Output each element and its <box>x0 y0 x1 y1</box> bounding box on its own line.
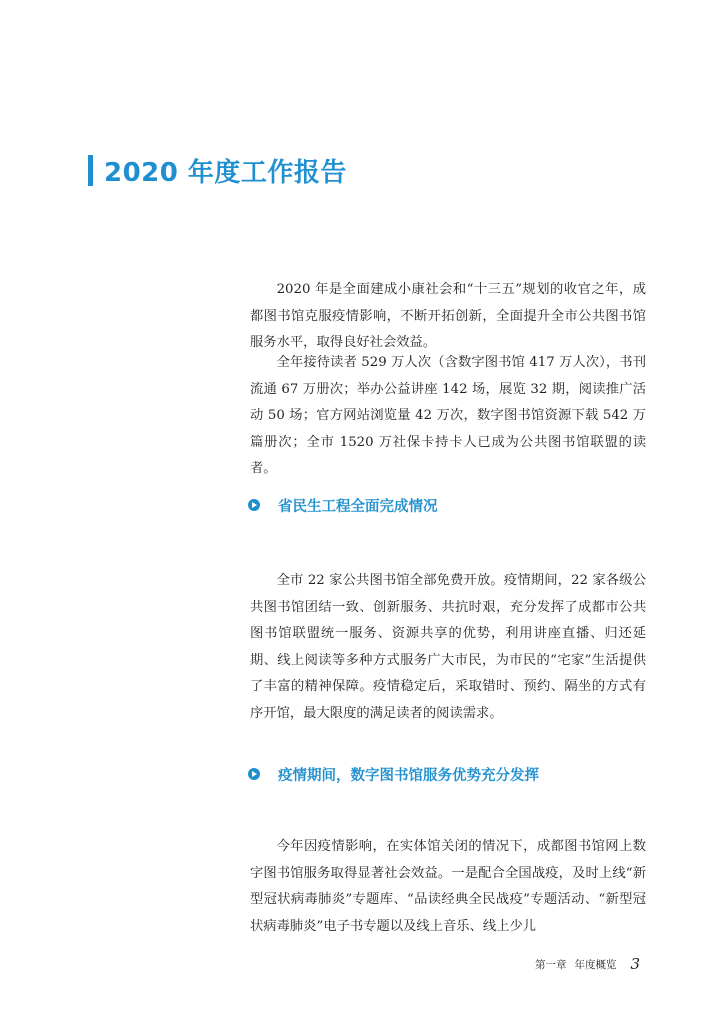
intro-paragraph-2: 全年接待读者 529 万人次（含数字图书馆 417 万人次），书刊流通 67 万册次；举办公益讲座 142 场，展览 32 期，阅读推广活动 50 场；官方网站浏览量 42 万次，数字图书馆资源下载 542 万篇册次；全市 1520 万社保卡持卡人已成为公共图书馆联盟的读者。 <box>250 355 646 476</box>
play-circle-icon <box>248 768 260 780</box>
page-title: 2020 年度工作报告 <box>104 157 347 188</box>
section-title-1: 省民生工程全面完成情况 <box>278 498 438 515</box>
page-title-block <box>88 150 347 190</box>
intro-paragraph-1: 2020 年是全面建成小康社会和“十三五”规划的收官之年，成都图书馆克服疫情影响，不断开拓创新，全面提升全市公共图书馆服务水平，取得良好社会效益。 <box>250 282 646 350</box>
footer-chapter: 第一章 <box>534 958 567 971</box>
page-number: 3 <box>630 955 640 973</box>
title-accent-bar <box>88 155 93 186</box>
play-circle-icon <box>248 499 260 511</box>
page-footer <box>535 954 640 974</box>
section-2-paragraph: 今年因疫情影响，在实体馆关闭的情况下，成都图书馆网上数字图书馆服务取得显著社会效益。一是配合全国战疫，及时上线“新型冠状病毒肺炎”专题库、“品读经典全民战疫”专题活动、“新型冠状病毒肺炎”电子书专题以及线上音乐、线上少儿 <box>250 839 646 934</box>
footer-section: 年度概览 <box>574 958 617 971</box>
section-heading-1 <box>248 494 438 516</box>
section-title-2: 疫情期间，数字图书馆服务优势充分发挥 <box>278 767 539 784</box>
section-heading-2 <box>248 763 539 785</box>
section-1-paragraph: 全市 22 家公共图书馆全部免费开放。疫情期间，22 家各级公共图书馆团结一致、创新服务、共抗时艰，充分发挥了成都市公共图书馆联盟统一服务、资源共享的优势，利用讲座直播、归还延期、线上阅读等多种方式服务广大市民，为市民的“宅家”生活提供了丰富的精神保障。疫情稳定后，采取错时、预约、隔坐的方式有序开馆，最大限度的满足读者的阅读需求。 <box>250 573 646 721</box>
